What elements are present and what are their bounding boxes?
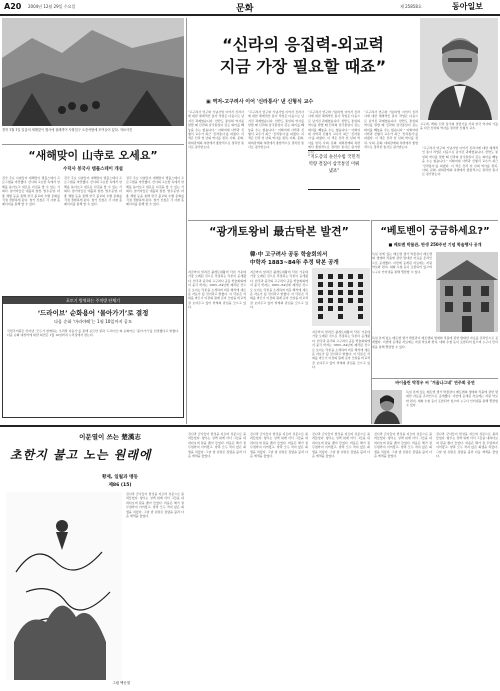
- notice-box: [2, 296, 184, 418]
- book-body-col1: 진나라 군사들이 함성을 지르며 성문으로 몰려들었다. 항우는 성벽 위에 서서 그들을 내려다보며 칼을 뽑아 들었다. 싸움은 해가 질 무렵까지 이어졌고, 양쪽 모두 적지 않은 희생을 치렀다. 그날 밤 유방은 장량을 불러 다음 계책을 물었다.: [126, 492, 184, 519]
- col-divider-2: [371, 220, 372, 424]
- lead-body-col5: “고구려사 연구와 기념사업 이어서 신라사에 대한 체계적인 통사 작업은 다음으로 남겨진 과제였습니다. 한반도 통일의 역사를 말할 때 신라의 삼국통일이 갖는 의미를 빼놓을 수는 없습니다.” 이화여대 사학과 신형식 교수가 최근 ‘신라통사’를 펴냈다. 이 책은 신라 천 년의 역사를 정치, 사회, 문화, 대외관계의 측면에서 종합적으로 정리한 통사로 평가받는다.: [422, 146, 498, 177]
- lead-headline-line2: 지금 가장 필요할 때죠”: [219, 57, 387, 76]
- beethoven-house-photo: [436, 252, 498, 332]
- book-body-col6: 진나라 군사들이 함성을 지르며 성문으로 몰려들었다. 항우는 성벽 위에 서서 그들을 내려다보며 칼을 뽑아 들었다. 싸움은 해가 질 무렵까지 이어졌고, 양쪽 모두 적지 않은 희생을 치렀다. 그날 밤 유방은 장량을 불러 다음 계책을 물었다.: [436, 432, 498, 459]
- temple-divider: [2, 144, 184, 145]
- beethoven-body-col2: 독일 본에 있는 베토벤 생가 박물관이 베토벤의 생애와 작품에 관한 방대한 자료를 온라인으로 공개했다. 이번에 공개된 자료에는 자필 악보와 편지, 대화 수첩 등이 포함되어 있으며 누구나 인터넷을 통해 열람할 수 있다.: [372, 336, 498, 349]
- temple-headline: “새해맞이 山寺로 오세요”: [28, 149, 158, 162]
- rubbing-art: [312, 268, 370, 326]
- masthead-rule: [0, 14, 500, 16]
- lead-body-col3: “고구려사 연구와 기념사업 이어서 신라사에 대한 체계적인 통사 작업은 다음으로 남겨진 과제였습니다. 한반도 통일의 역사를 말할 때 신라의 삼국통일이 갖는 의미를 빼놓을 수는 없습니다.” 이화여대 사학과 신형식 교수가 최근 ‘신라통사’를 펴냈다. 이 책은 신라 천 년의 역사를 정치, 사회, 문화, 대외관계의 측면에서 종합적으로 정리한 통사로 평가받는다.: [308, 110, 360, 154]
- book-calligraphy: 초한지 불고 노는 원래에: [10, 448, 152, 462]
- violinist-caption: 바이올린 박경우 씨 ‘겨울나그네’ 연주회 공연: [395, 380, 475, 385]
- book-part: 제86 (15): [108, 483, 132, 488]
- temple-body-col2: 전국 주요 사찰들이 새해맞이 템플스테이 프로그램을 마련했다. 산사의 고요함 속에서 한 해를 돌아보고 새로운 다짐을 할 수 있는 기회다. 참가자들은 예불과 참선, 발우공양, 타종 체험 등을 통해 한국 불교의 수행 문화를 직접 경험하게 된다. 참가 신청은 각 사찰 홈페이지를 통해 할 수 있다.: [64, 176, 122, 207]
- beethoven-body-col1: 독일 본에 있는 베토벤 생가 박물관이 베토벤의 생애와 작품에 관한 방대한 자료를 온라인으로 공개했다. 이번에 공개된 자료에는 자필 악보와 편지, 대화 수첩 등이 포함되어 있으며 누구나 인터넷을 통해 열람할 수 있다.: [372, 252, 432, 274]
- temple-photo-art: [2, 18, 184, 126]
- paper-name: 동아일보: [452, 2, 483, 11]
- gwanggaeto-body-col3: 지금까지 알려진 광개토대왕비 탁본 가운데 가장 오래된 것으로 추정되는 탁본이 공개됐다. 한국과 중국의 고구려사 공동 학술회의에서 중국 학자는 1883~84년에 제작된 것으로 보이는 탁본을 소개하며 비문 해석에 새로운 자료가 될 것이라고 밝혔다. 이 탁본은 석회를 바르기 이전의 원래 글자 모양을 비교적 잘 보여주고 있어 학계의 관심을 모으고 있다.: [312, 330, 370, 370]
- masthead-date: 2004년 12월 29일 수요일: [28, 4, 76, 9]
- gwanggaeto-body-col1: 지금까지 알려진 광개토대왕비 탁본 가운데 가장 오래된 것으로 추정되는 탁본이 공개됐다. 한국과 중국의 고구려사 공동 학술회의에서 중국 학자는 1883~84년에 제작된 것으로 보이는 탁본을 소개하며 비문 해석에 새로운 자료가 될 것이라고 밝혔다. 이 탁본은 석회를 바르기 이전의 원래 글자 모양을 비교적 잘 보여주고 있어 학계의 관심을 모으고 있다.: [188, 270, 246, 310]
- book-illustration: [6, 492, 122, 680]
- page-number: A20: [4, 2, 22, 11]
- gwanggaeto-body-col2: 지금까지 알려진 광개토대왕비 탁본 가운데 가장 오래된 것으로 추정되는 탁본이 공개됐다. 한국과 중국의 고구려사 공동 학술회의에서 중국 학자는 1883~84년에 제작된 것으로 보이는 탁본을 소개하며 비문 해석에 새로운 자료가 될 것이라고 밝혔다. 이 탁본은 석회를 바르기 이전의 원래 글자 모양을 비교적 잘 보여주고 있어 학계의 관심을 모으고 있다.: [250, 270, 308, 310]
- violinist-divider: [372, 378, 498, 379]
- bottom-rule: [0, 425, 500, 427]
- temple-photo-caption: 경북 1월 1일 일출의 새해맞이 행사에 참례객이 사찰입구 오층석탑에 모여들어 있다. 자료사진: [2, 128, 133, 132]
- beethoven-headline: “베토벤이 궁금하세요?”: [380, 226, 490, 237]
- notice-label: 포토기 방역하는 주치방 단체기: [3, 297, 183, 304]
- section-title: 문화: [236, 4, 254, 14]
- temple-photo: [2, 18, 184, 126]
- gwanggaeto-divider: [188, 220, 370, 221]
- temple-subhead: 수덕사 봉국사 템플스테이 개설: [63, 167, 123, 172]
- gwanggaeto-subhead-line2: 中학자 1883~84年 추정 탁본 공개: [250, 260, 339, 266]
- lead-headline-line1: “신라의 응집력-외교력: [222, 35, 384, 54]
- gwanggaeto-subhead-line1: 韓·中 고구려사 공동 학술회의서: [250, 252, 328, 258]
- beethoven-subhead: ■ 베토벤 박물관, 탄생 250주년 기념 학술행사 공개: [388, 242, 482, 247]
- pull-quote-text: “지도층의 솔선수범 국민적 역량 결집이 삼국통일 이뤄냈죠”: [308, 155, 360, 174]
- ink-illustration: [6, 492, 122, 680]
- lead-body-col4: “고구려사 연구와 기념사업 이어서 신라사에 대한 체계적인 통사 작업은 다음으로 남겨진 과제였습니다. 한반도 통일의 역사를 말할 때 신라의 삼국통일이 갖는 의미를 빼놓을 수는 없습니다.” 이화여대 사학과 신형식 교수가 최근 ‘신라통사’를 펴냈다. 이 책은 신라 천 년의 역사를 정치, 사회, 문화, 대외관계의 측면에서 종합적으로 정리한 통사로 평가받는다.: [364, 110, 418, 150]
- book-body-col2: 진나라 군사들이 함성을 지르며 성문으로 몰려들었다. 항우는 성벽 위에 서서 그들을 내려다보며 칼을 뽑아 들었다. 싸움은 해가 질 무렵까지 이어졌고, 양쪽 모두 적지 않은 희생을 치렀다. 그날 밤 유방은 장량을 불러 다음 계책을 물었다.: [188, 432, 246, 459]
- book-body-col4: 진나라 군사들이 함성을 지르며 성문으로 몰려들었다. 항우는 성벽 위에 서서 그들을 내려다보며 칼을 뽑아 들었다. 싸움은 해가 질 무렵까지 이어졌고, 양쪽 모두 적지 않은 희생을 치렀다. 그날 밤 유방은 장량을 불러 다음 계책을 물었다.: [312, 432, 370, 459]
- illustration-caption: 그림 백승철: [112, 681, 130, 685]
- notice-body: 국립국어원은 인터넷 ‘모두가 함께하는 우리말 다듬기’를 통해 공모한 결과 ‘드라이브’의 순화어로 ‘몰아가기’를 선정했다고 밝혔다. 다음 순화 대상어에 대한 의견은 1월 10일까지 누리집에서 받는다.: [7, 329, 179, 338]
- book-body-col3: 진나라 군사들이 함성을 지르며 성문으로 몰려들었다. 항우는 성벽 위에 서서 그들을 내려다보며 칼을 뽑아 들었다. 싸움은 해가 질 무렵까지 이어졌고, 양쪽 모두 적지 않은 희생을 치렀다. 그날 밤 유방은 장량을 불러 다음 계책을 물었다.: [250, 432, 308, 459]
- book-title: 이문열이 쓰는 楚漢志: [79, 433, 141, 441]
- temple-body-col3: 전국 주요 사찰들이 새해맞이 템플스테이 프로그램을 마련했다. 산사의 고요함 속에서 한 해를 돌아보고 새로운 다짐을 할 수 있는 기회다. 참가자들은 예불과 참선, 발우공양, 타종 체험 등을 통해 한국 불교의 수행 문화를 직접 경험하게 된다. 참가 신청은 각 사찰 홈페이지를 통해 할 수 있다.: [126, 176, 184, 207]
- lead-pull-quote: [308, 150, 360, 190]
- book-chapter: 황제, 일월과 맹동: [101, 475, 138, 480]
- masthead: [0, 0, 500, 14]
- col-divider-1: [186, 18, 187, 424]
- lead-portrait-photo: [420, 18, 498, 120]
- notice-headline: ‘드라이브’ 순화용어 ‘몰아가기’로 결정: [37, 309, 149, 317]
- lead-side-caption: 고구려, 백제, 신라 삼국의 정립기를 거쳐 한국 역사의 기틀을 다진 신라의 역사를 정리한 신형식 교수.: [420, 122, 498, 131]
- issue-number: 제 25858호: [400, 4, 422, 9]
- gwanggaeto-headline: “광개토왕비 最古탁본 발견”: [209, 225, 349, 238]
- violinist-art: [372, 390, 402, 424]
- portrait-art: [420, 18, 498, 120]
- lead-subhead: ▣ 역저-고구려사 이어 '신라통사' 낸 신형식 교수: [206, 99, 314, 105]
- violinist-body: 독일 본에 있는 베토벤 생가 박물관이 베토벤의 생애와 작품에 관한 방대한 자료를 온라인으로 공개했다. 이번에 공개된 자료에는 자필 악보와 편지, 대화 수첩 등이 포함되어 있으며 누구나 인터넷을 통해 열람할 수 있다.: [406, 390, 498, 408]
- rubbing-photo: [312, 268, 370, 326]
- book-body-col5: 진나라 군사들이 함성을 지르며 성문으로 몰려들었다. 항우는 성벽 위에 서서 그들을 내려다보며 칼을 뽑아 들었다. 싸움은 해가 질 무렵까지 이어졌고, 양쪽 모두 적지 않은 희생을 치렀다. 그날 밤 유방은 장량을 불러 다음 계책을 물었다.: [374, 432, 432, 459]
- house-art: [436, 252, 498, 332]
- lead-body-col2: “고구려사 연구와 기념사업 이어서 신라사에 대한 체계적인 통사 작업은 다음으로 남겨진 과제였습니다. 한반도 통일의 역사를 말할 때 신라의 삼국통일이 갖는 의미를 빼놓을 수는 없습니다.” 이화여대 사학과 신형식 교수가 최근 ‘신라통사’를 펴냈다. 이 책은 신라 천 년의 역사를 정치, 사회, 문화, 대외관계의 측면에서 종합적으로 정리한 통사로 평가받는다.: [248, 110, 304, 150]
- lead-headline: [188, 34, 418, 78]
- temple-body-col1: 전국 주요 사찰들이 새해맞이 템플스테이 프로그램을 마련했다. 산사의 고요함 속에서 한 해를 돌아보고 새로운 다짐을 할 수 있는 기회다. 참가자들은 예불과 참선, 발우공양, 타종 체험 등을 통해 한국 불교의 수행 문화를 직접 경험하게 된다. 참가 신청은 각 사찰 홈페이지를 통해 할 수 있다.: [2, 176, 60, 207]
- beethoven-divider: [372, 220, 498, 221]
- lead-body-col1: “고구려사 연구와 기념사업 이어서 신라사에 대한 체계적인 통사 작업은 다음으로 남겨진 과제였습니다. 한반도 통일의 역사를 말할 때 신라의 삼국통일이 갖는 의미를 빼놓을 수는 없습니다.” 이화여대 사학과 신형식 교수가 최근 ‘신라통사’를 펴냈다. 이 책은 신라 천 년의 역사를 정치, 사회, 문화, 대외관계의 측면에서 종합적으로 정리한 통사로 평가받는다.: [188, 110, 244, 150]
- notice-subhead: 다음 순화 ‘마라야레’는 1월 10일까지 공모: [54, 319, 132, 324]
- violinist-photo: [372, 390, 402, 424]
